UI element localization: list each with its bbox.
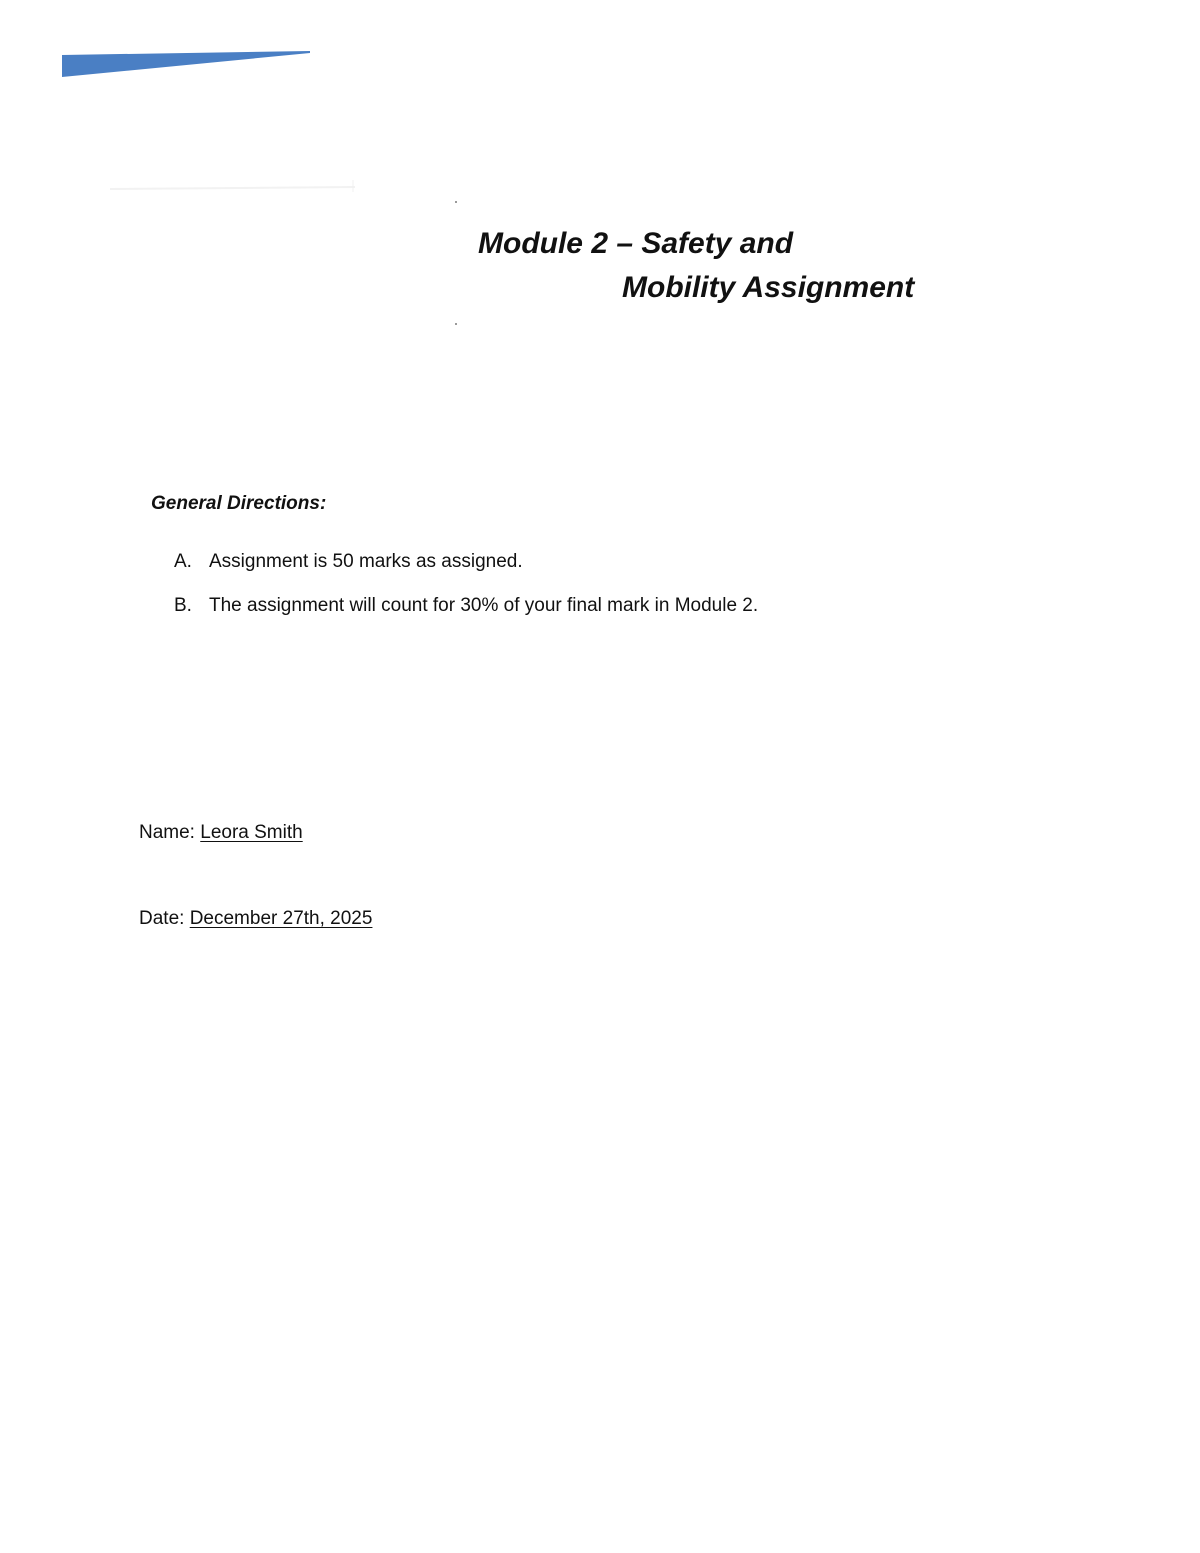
title-line-2: Mobility Assignment <box>622 271 915 304</box>
title-line-1: Module 2 – Safety and <box>478 227 794 260</box>
name-label: Name: <box>139 822 195 843</box>
name-value: Leora Smith <box>200 822 303 843</box>
list-marker: B. <box>174 595 192 616</box>
list-item <box>174 549 758 593</box>
layout-marker <box>455 323 457 325</box>
directions-heading: General Directions: <box>151 493 327 514</box>
list-item-text: Assignment is 50 marks as assigned. <box>209 551 523 572</box>
date-field <box>139 908 372 930</box>
header-wedge-shape <box>62 51 310 77</box>
date-value: December 27th, 2025 <box>189 908 373 929</box>
faint-header-line <box>110 180 355 192</box>
layout-marker <box>455 201 457 203</box>
document-title <box>478 222 998 310</box>
name-field <box>139 822 303 844</box>
list-item-text: The assignment will count for 30% of your final mark in Module 2. <box>209 595 759 616</box>
directions-list <box>174 549 758 637</box>
list-marker: A. <box>174 551 192 572</box>
list-item <box>174 593 758 637</box>
date-label: Date: <box>139 908 185 929</box>
